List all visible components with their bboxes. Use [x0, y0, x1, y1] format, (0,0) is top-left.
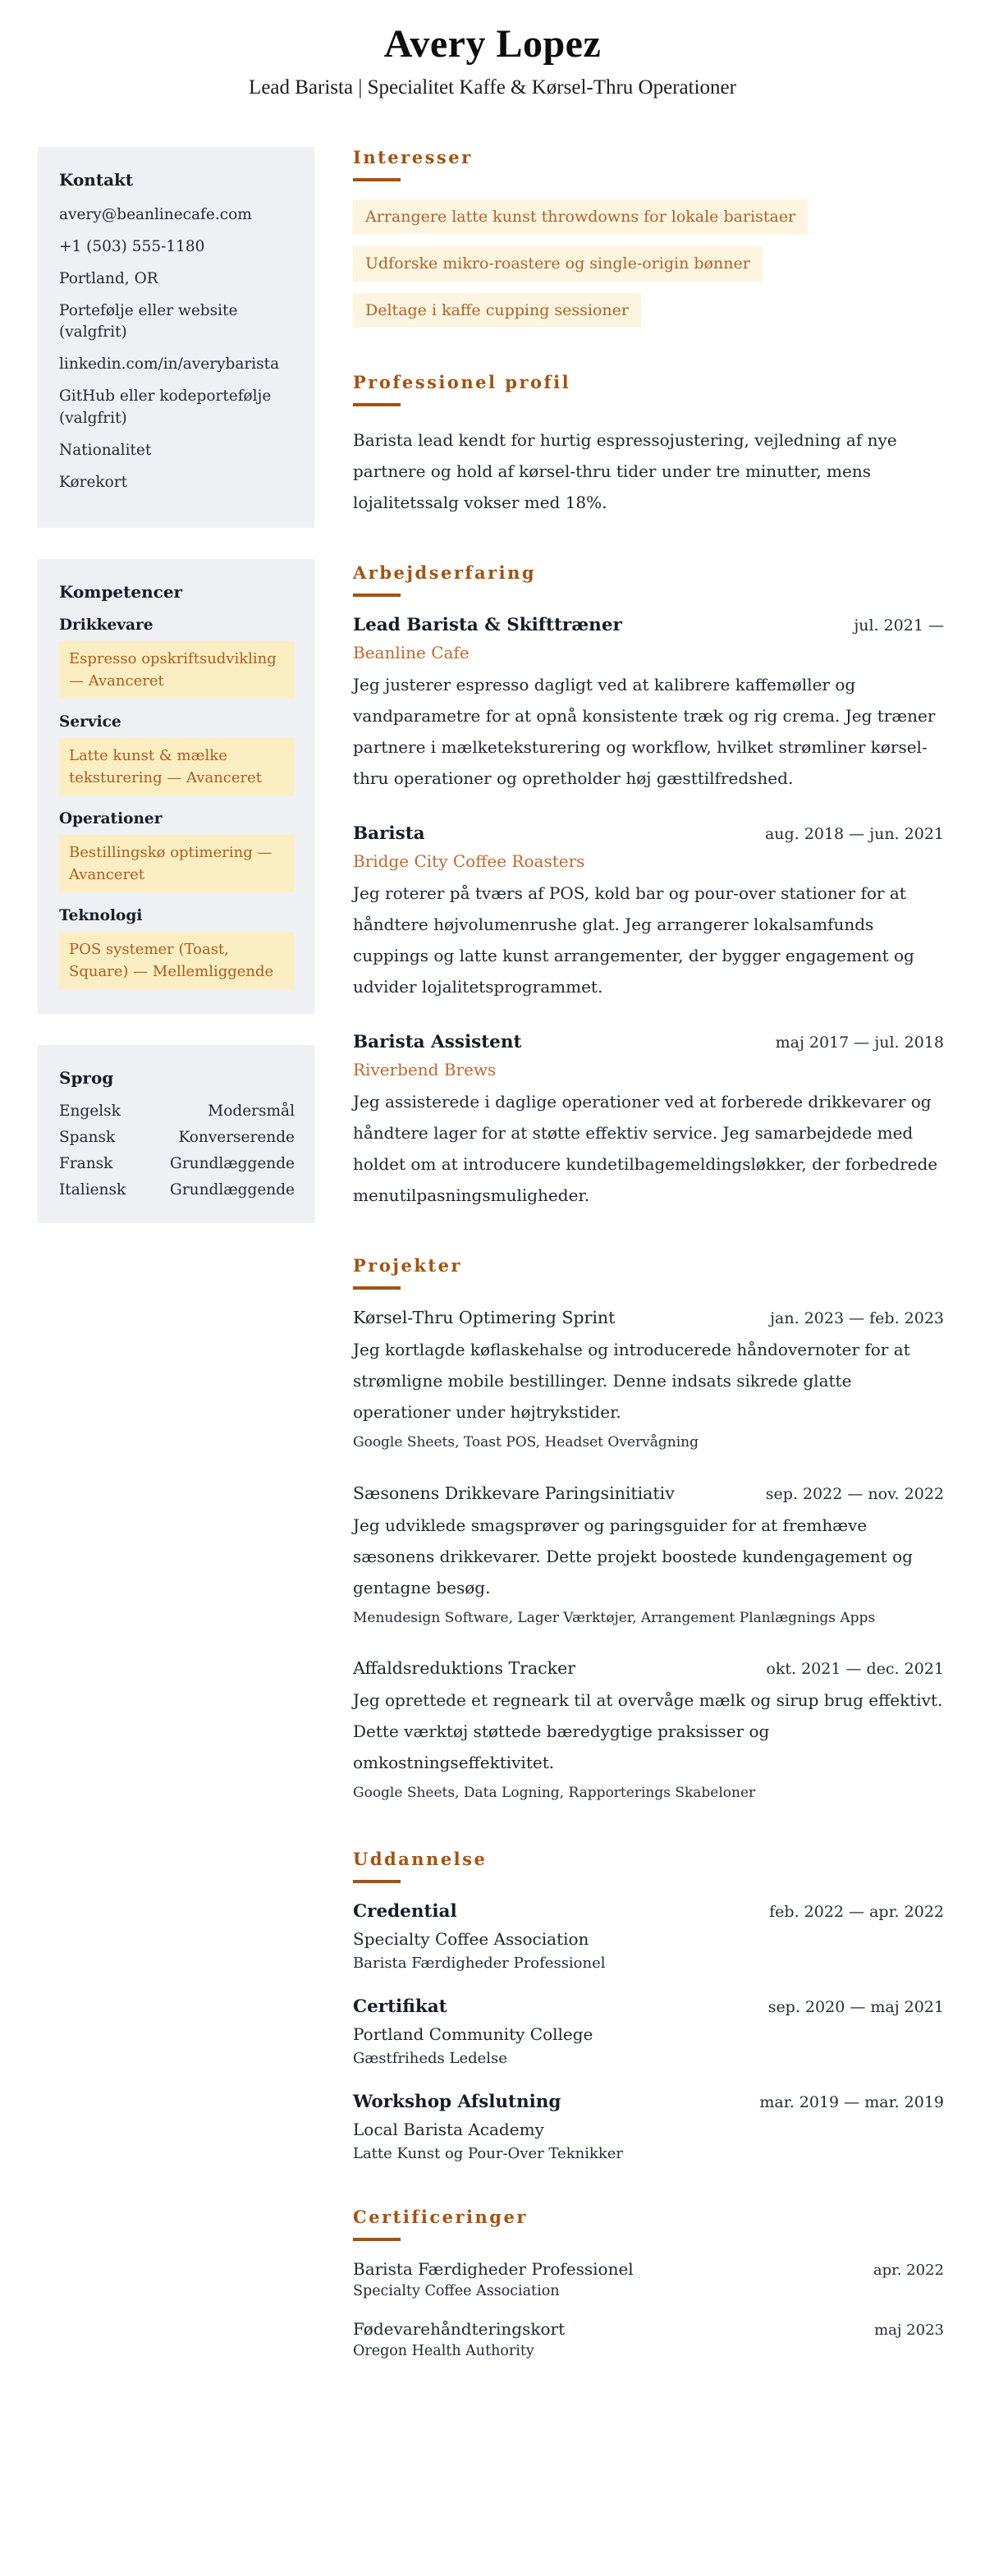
job-title: Barista Assistent [353, 1032, 522, 1053]
education-header [353, 1901, 944, 1922]
language-level: Grundlæggende [170, 1181, 295, 1199]
education-header [353, 2092, 944, 2112]
language-row [59, 1181, 295, 1199]
job-header [353, 823, 944, 844]
project-header [353, 1658, 944, 1678]
project-description: Jeg kortlagde køflaskehalse og introducerede håndovernoter for at strømligne mobile bestillinger. Denne indsats sikrede glatte operationer under højtrykstider. [353, 1340, 910, 1423]
project-dates: jan. 2023 — feb. 2023 [770, 1309, 944, 1328]
skill-chip: POS systemer (Toast, Square) — Mellemliggende [59, 932, 295, 989]
education-entry [353, 1996, 944, 2067]
job-entry [353, 823, 944, 1002]
language-name: Engelsk [59, 1102, 121, 1121]
project-tools: Google Sheets, Toast POS, Headset Overvågning [353, 1434, 699, 1451]
job-title: Lead Barista & Skifttræner [353, 615, 622, 636]
contact-item-email: avery@beanlinecafe.com [59, 206, 252, 224]
education-section [353, 1849, 944, 2162]
section-rule [353, 1880, 401, 1883]
skills-section [38, 559, 314, 1014]
projects-title: Projekter [353, 1255, 462, 1277]
project-title: Sæsonens Drikkevare Paringsinitiativ [353, 1483, 675, 1503]
skill-chip: Espresso opskriftsudvikling — Avanceret [59, 641, 295, 699]
profile-section [353, 372, 944, 518]
job-company: Beanline Cafe [353, 643, 470, 663]
project-tools: Menudesign Software, Lager Værktøjer, Arrangement Planlægnings Apps [353, 1609, 876, 1626]
language-level: Konverserende [178, 1129, 295, 1147]
language-name: Italiensk [59, 1181, 126, 1199]
language-row [59, 1129, 295, 1146]
job-entry [353, 615, 944, 794]
job-header [353, 615, 944, 635]
education-dates: mar. 2019 — mar. 2019 [759, 2092, 944, 2111]
language-row [59, 1102, 295, 1120]
language-name: Spansk [59, 1129, 116, 1147]
education-institution: Portland Community College [353, 2024, 593, 2044]
experience-title: Arbejdserfaring [353, 562, 537, 584]
project-dates: sep. 2022 — nov. 2022 [765, 1484, 944, 1503]
project-dates: okt. 2021 — dec. 2021 [766, 1660, 944, 1679]
project-title: Affaldsreduktions Tracker [353, 1658, 576, 1679]
contact-title: Kontakt [59, 170, 134, 190]
education-detail: Gæstfriheds Ledelse [353, 2049, 507, 2067]
certification-entry [353, 2319, 944, 2359]
section-rule [353, 178, 401, 181]
skill-chip: Latte kunst & mælke teksturering — Avanceret [59, 738, 295, 795]
languages-section [38, 1045, 314, 1223]
skill-group [59, 810, 295, 892]
skill-group-label: Drikkevare [59, 616, 153, 635]
resume-header [0, 0, 985, 99]
certification-date: maj 2023 [874, 2321, 944, 2339]
project-entry [353, 1658, 944, 1804]
education-entry [353, 1901, 944, 1972]
languages-title: Sprog [59, 1068, 114, 1089]
language-level: Grundlæggende [170, 1155, 295, 1173]
skills-title: Kompetencer [59, 582, 183, 603]
certifications-section [353, 2207, 944, 2359]
contact-item-linkedin: linkedin.com/in/averybarista [59, 355, 280, 374]
interest-chip: Udforske mikro-roastere og single-origin bønner [353, 246, 763, 282]
job-company: Bridge City Coffee Roasters [353, 851, 585, 872]
interest-chip: Arrangere latte kunst throwdowns for lokale baristaer [353, 199, 808, 235]
interests-section [353, 147, 944, 328]
certification-issuer: Specialty Coffee Association [353, 2282, 560, 2299]
contact-section [38, 147, 314, 528]
contact-item-github: GitHub eller kodeportefølje (valgfrit) [59, 387, 272, 427]
contact-item-location: Portland, OR [59, 269, 158, 287]
job-entry [353, 1032, 944, 1211]
job-description: Jeg roterer på tværs af POS, kold bar og pour-over stationer for at håndtere højvolumenrushe glat. Jeg arrangerer lokalsamfunds cuppings og latte kunst arrangementer, der bygger engagement og udvider lojalitetsprogrammet. [353, 883, 914, 997]
job-title: Barista [353, 823, 425, 845]
interest-chip: Deltage i kaffe cupping sessioner [353, 293, 641, 328]
certifications-title: Certificeringer [353, 2206, 528, 2227]
job-header [353, 1032, 944, 1052]
project-description: Jeg udviklede smagsprøver og paringsguider for at fremhæve sæsonens drikkevarer. Dette projekt boostede kundengagement og gentagne besøg. [353, 1515, 913, 1597]
project-entry [353, 1483, 944, 1629]
skill-group-label: Service [59, 713, 121, 731]
project-entry [353, 1308, 944, 1454]
job-description: Jeg assisterede i daglige operationer ved at forberede drikkevarer og håndtere lager for at støtte effektiv service. Jeg samarbejdede med holdet om at introducere kundetilbagemeldingsløkker, der forbedrede menutilpasningsmuligheder. [353, 1092, 938, 1206]
education-dates: feb. 2022 — apr. 2022 [769, 1902, 944, 1921]
profile-text: Barista lead kendt for hurtig espressojustering, vejledning af nye partnere og hold af kørsel-thru tider under tre minutter, mens lojalitetssalg vokser med 18%. [353, 430, 897, 513]
job-dates: jul. 2021 — [854, 616, 944, 635]
job-dates: aug. 2018 — jun. 2021 [764, 825, 944, 844]
contact-item-license: Kørekort [59, 473, 128, 491]
job-company: Riverbend Brews [353, 1060, 497, 1080]
page-title: Avery Lopez [383, 22, 602, 66]
project-tools: Google Sheets, Data Logning, Rapporterings Skabeloner [353, 1785, 756, 1802]
section-rule [353, 594, 401, 597]
project-title: Kørsel-Thru Optimering Sprint [353, 1308, 616, 1328]
job-description: Jeg justerer espresso dagligt ved at kalibrere kaffemøller og vandparametre for at opnå konsistente træk og rig crema. Jeg træner partnere i mælketeksturering og workflow, hvilket strømliner kørsel-thru operationer og opretholder høj gæsttilfredshed. [353, 675, 936, 789]
resume-body [0, 147, 985, 2409]
education-institution: Local Barista Academy [353, 2119, 544, 2139]
education-title: Uddannelse [353, 1848, 488, 1869]
certification-header [353, 2319, 944, 2339]
section-rule [353, 403, 401, 406]
education-detail: Latte Kunst og Pour-Over Teknikker [353, 2144, 624, 2162]
education-institution: Specialty Coffee Association [353, 1928, 589, 1949]
contact-item-nationality: Nationalitet [59, 441, 152, 459]
skill-group [59, 907, 295, 989]
project-header [353, 1483, 944, 1503]
section-rule [353, 2238, 401, 2241]
certification-title: Barista Færdigheder Professionel [353, 2258, 634, 2279]
skill-group [59, 713, 295, 795]
project-description: Jeg oprettede et regneark til at overvåge mælk og sirup brug effektivt. Dette værktøj støttede bæredygtige praksisser og omkostningseffektivitet. [353, 1690, 943, 1773]
certification-header [353, 2259, 944, 2279]
education-detail: Barista Færdigheder Professionel [353, 1954, 606, 1972]
main-column [353, 147, 944, 2359]
sidebar [38, 147, 314, 2359]
language-row [59, 1155, 295, 1172]
education-header [353, 1996, 944, 2017]
job-dates: maj 2017 — jul. 2018 [775, 1034, 944, 1052]
education-entry [353, 2092, 944, 2162]
certification-title: Fødevarehåndteringskort [353, 2318, 566, 2339]
education-degree: Workshop Afslutning [353, 2091, 561, 2112]
job-subtitle: Lead Barista | Specialitet Kaffe & Kørsel-Thru Operationer [249, 76, 736, 99]
projects-section [353, 1255, 944, 1804]
experience-section [353, 562, 944, 1211]
language-level: Modersmål [208, 1102, 295, 1121]
language-name: Fransk [59, 1155, 113, 1173]
interests-title: Interesser [353, 147, 473, 168]
contact-item-phone: +1 (503) 555-1180 [59, 238, 205, 255]
contact-item-website: Portefølje eller website (valgfrit) [59, 301, 238, 341]
skill-chip: Bestillingskø optimering — Avanceret [59, 835, 295, 892]
certification-issuer: Oregon Health Authority [353, 2342, 534, 2359]
education-dates: sep. 2020 — maj 2021 [767, 1997, 944, 2016]
education-degree: Credential [353, 1900, 457, 1922]
certification-entry [353, 2259, 944, 2299]
education-degree: Certifikat [353, 1996, 447, 2017]
section-rule [353, 1286, 401, 1290]
skill-group-label: Operationer [59, 810, 163, 828]
skill-group-label: Teknologi [59, 907, 143, 925]
profile-title: Professionel profil [353, 372, 571, 393]
certification-date: apr. 2022 [873, 2261, 944, 2279]
project-header [353, 1308, 944, 1327]
skill-group [59, 616, 295, 699]
